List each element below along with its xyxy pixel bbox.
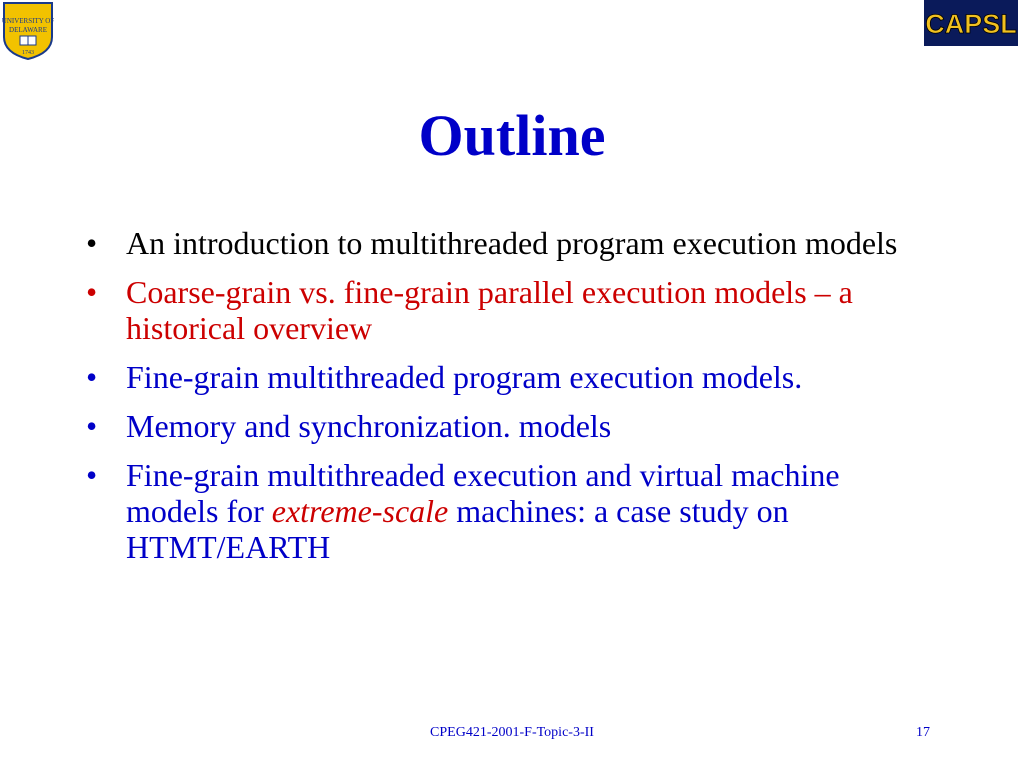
bullet-marker: •	[86, 274, 98, 310]
university-of-delaware-logo	[2, 1, 54, 61]
outline-item-1	[86, 225, 906, 261]
ud-logo-line-1: UNIVERSITY OF	[2, 17, 54, 25]
capsl-logo-text: CAPSL	[925, 9, 1017, 39]
slide-title: Outline	[418, 103, 606, 168]
bullet-marker: •	[86, 408, 98, 444]
outline-item-text: Memory and synchronization. models	[126, 408, 612, 444]
outline-item-text: An introduction to multithreaded program execution models	[126, 225, 898, 261]
ud-logo-line-2: DELAWARE	[9, 26, 47, 34]
outline-item-text: Coarse-grain vs. fine-grain parallel execution models – a historical overview	[126, 274, 853, 346]
outline-item-text-before: Fine-grain multithreaded execution and virtual machine models for	[126, 457, 840, 529]
outline-item-3	[86, 359, 906, 395]
outline-list	[86, 225, 906, 578]
bullet-marker: •	[86, 457, 98, 493]
bullet-marker: •	[86, 359, 98, 395]
outline-item-text-after: machines: a case study on HTMT/EARTH	[126, 493, 789, 565]
outline-item-emphasis: extreme-scale	[271, 493, 449, 529]
footer-course-id: CPEG421-2001-F-Topic-3-II	[430, 725, 594, 740]
outline-item-5	[86, 457, 906, 565]
outline-item-4	[86, 408, 906, 444]
capsl-logo	[924, 0, 1018, 46]
outline-item-2	[86, 274, 906, 346]
outline-item-text: Fine-grain multithreaded program execution models.	[126, 359, 803, 395]
ud-logo-year: 1743	[22, 50, 34, 56]
bullet-marker: •	[86, 225, 98, 261]
page-number: 17	[916, 725, 930, 740]
